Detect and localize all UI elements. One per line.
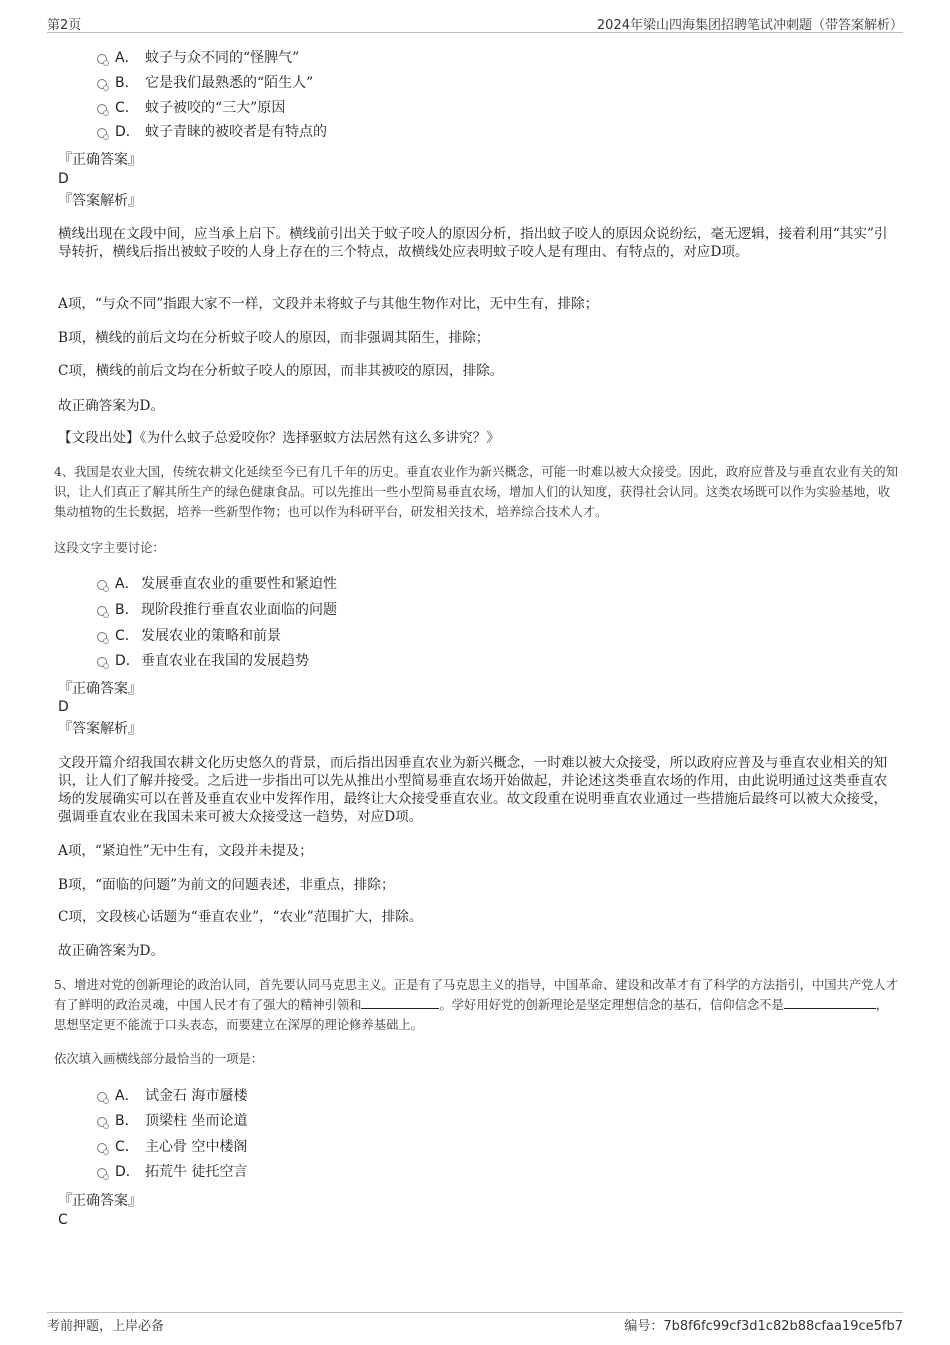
radio-icon[interactable] bbox=[97, 1117, 107, 1127]
analysis-paragraph: C项，文段核心话题为“垂直农业”，“农业”范围扩大，排除。 bbox=[58, 909, 423, 925]
analysis-paragraph: A项，“与众不同”指跟大家不一样，文段并未将蚊子与其他生物作对比，无中生有，排除； bbox=[58, 296, 599, 312]
radio-icon[interactable] bbox=[97, 79, 107, 89]
answer-label: 『正确答案』 bbox=[58, 152, 142, 168]
analysis-paragraph: 横线出现在文段中间，应当承上启下。横线前引出关于蚊子咬人的原因分析，指出蚊子咬人的原因众说纷纭，毫无逻辑，接着利用“其实”引导转折，横线后指出被蚊子咬的人身上存在的三个特点，故横线处应表明蚊子咬人是有理由、有特点的，对应D项。 bbox=[58, 226, 888, 260]
question-prompt-4: 这段文字主要讨论： bbox=[54, 541, 165, 555]
radio-icon[interactable] bbox=[97, 104, 107, 114]
source-note: 【文段出处】《为什么蚊子总爱咬你？选择驱蚊方法居然有这么多讲究？》 bbox=[58, 430, 500, 446]
fill-blank bbox=[784, 996, 876, 1009]
radio-icon[interactable] bbox=[97, 580, 107, 590]
answer-value: D bbox=[58, 171, 69, 187]
analysis-paragraph: B项，“面临的问题”为前文的问题表述，非重点，排除； bbox=[58, 877, 395, 893]
page-number: 第2页 bbox=[47, 18, 82, 33]
answer-value: C bbox=[58, 1212, 68, 1228]
analysis-paragraph: 故正确答案为D。 bbox=[58, 398, 165, 414]
question-prompt-5: 依次填入画横线部分最恰当的一项是： bbox=[54, 1052, 264, 1066]
question-stem-5: 5、增进对党的创新理论的政治认同，首先要认同马克思主义。正是有了马克思主义的指导，中国革命、建设和改革才有了科学的方法指引，中国共产党人才有了鲜明的政治灵魂，中国人民才有了强大的精神引领和 。学好用好党的创新理论是坚定理想信念的基石，信仰信念不是 ，思想坚定更不能流于口头表态，而要建立在深厚的理论修养基础上。 bbox=[54, 978, 899, 1032]
radio-icon[interactable] bbox=[97, 128, 107, 138]
radio-icon[interactable] bbox=[97, 54, 107, 64]
answer-label: 『正确答案』 bbox=[58, 681, 142, 697]
analysis-label: 『答案解析』 bbox=[58, 721, 142, 737]
radio-icon[interactable] bbox=[97, 1143, 107, 1153]
footer-slogan: 考前押题，上岸必备 bbox=[47, 1319, 165, 1334]
answer-value: D bbox=[58, 699, 69, 715]
radio-icon[interactable] bbox=[97, 606, 107, 616]
radio-icon[interactable] bbox=[97, 632, 107, 642]
fill-blank bbox=[361, 996, 439, 1009]
page-footer bbox=[47, 1312, 903, 1339]
analysis-paragraph: A项，“紧迫性”无中生有，文段并未提及； bbox=[58, 843, 313, 859]
document-id: 编号：7b8f6fc99cf3d1c82b88cfaa19ce5fb7 bbox=[624, 1319, 903, 1334]
answer-label: 『正确答案』 bbox=[58, 1193, 142, 1209]
analysis-label: 『答案解析』 bbox=[58, 193, 142, 209]
analysis-paragraph: 故正确答案为D。 bbox=[58, 943, 165, 959]
analysis-paragraph: B项，横线的前后文均在分析蚊子咬人的原因，而非强调其陌生，排除； bbox=[58, 330, 490, 346]
radio-icon[interactable] bbox=[97, 657, 107, 667]
radio-icon[interactable] bbox=[97, 1092, 107, 1102]
page-header bbox=[47, 12, 903, 33]
radio-icon[interactable] bbox=[97, 1168, 107, 1178]
analysis-paragraph: C项，横线的前后文均在分析蚊子咬人的原因，而非其被咬的原因，排除。 bbox=[58, 363, 504, 379]
question-stem-4: 4、我国是农业大国，传统农耕文化延续至今已有几千年的历史。垂直农业作为新兴概念，可能一时难以被大众接受。因此，政府应普及与垂直农业有关的知识，让人们真正了解其所生产的绿色健康食品。可以先推出一些小型简易垂直农场，增加人们的认知度，获得社会认同。这类农场既可以作为实验基地，收集动植物的生长数据，培养一些新型作物；也可以作为科研平台，研发相关技术，培养综合技术人才。 bbox=[54, 465, 899, 519]
analysis-paragraph: 文段开篇介绍我国农耕文化历史悠久的背景，而后指出因垂直农业为新兴概念，一时难以被大众接受，所以政府应普及与垂直农业相关的知识，让人们了解并接受。之后进一步指出可以先从推出小型简易垂直农场开始做起，并论述这类垂直农场的作用，由此说明通过这类垂直农场的发展确实可以在普及垂直农业中发挥作用，最终让大众接受垂直农业。故文段重在说明垂直农业通过一些措施后最终可以被大众接受，强调垂直农业在我国未来可被大众接受这一趋势，对应D项。 bbox=[58, 755, 888, 825]
document-title: 2024年梁山四海集团招聘笔试冲刺题（带答案解析） bbox=[596, 18, 903, 33]
